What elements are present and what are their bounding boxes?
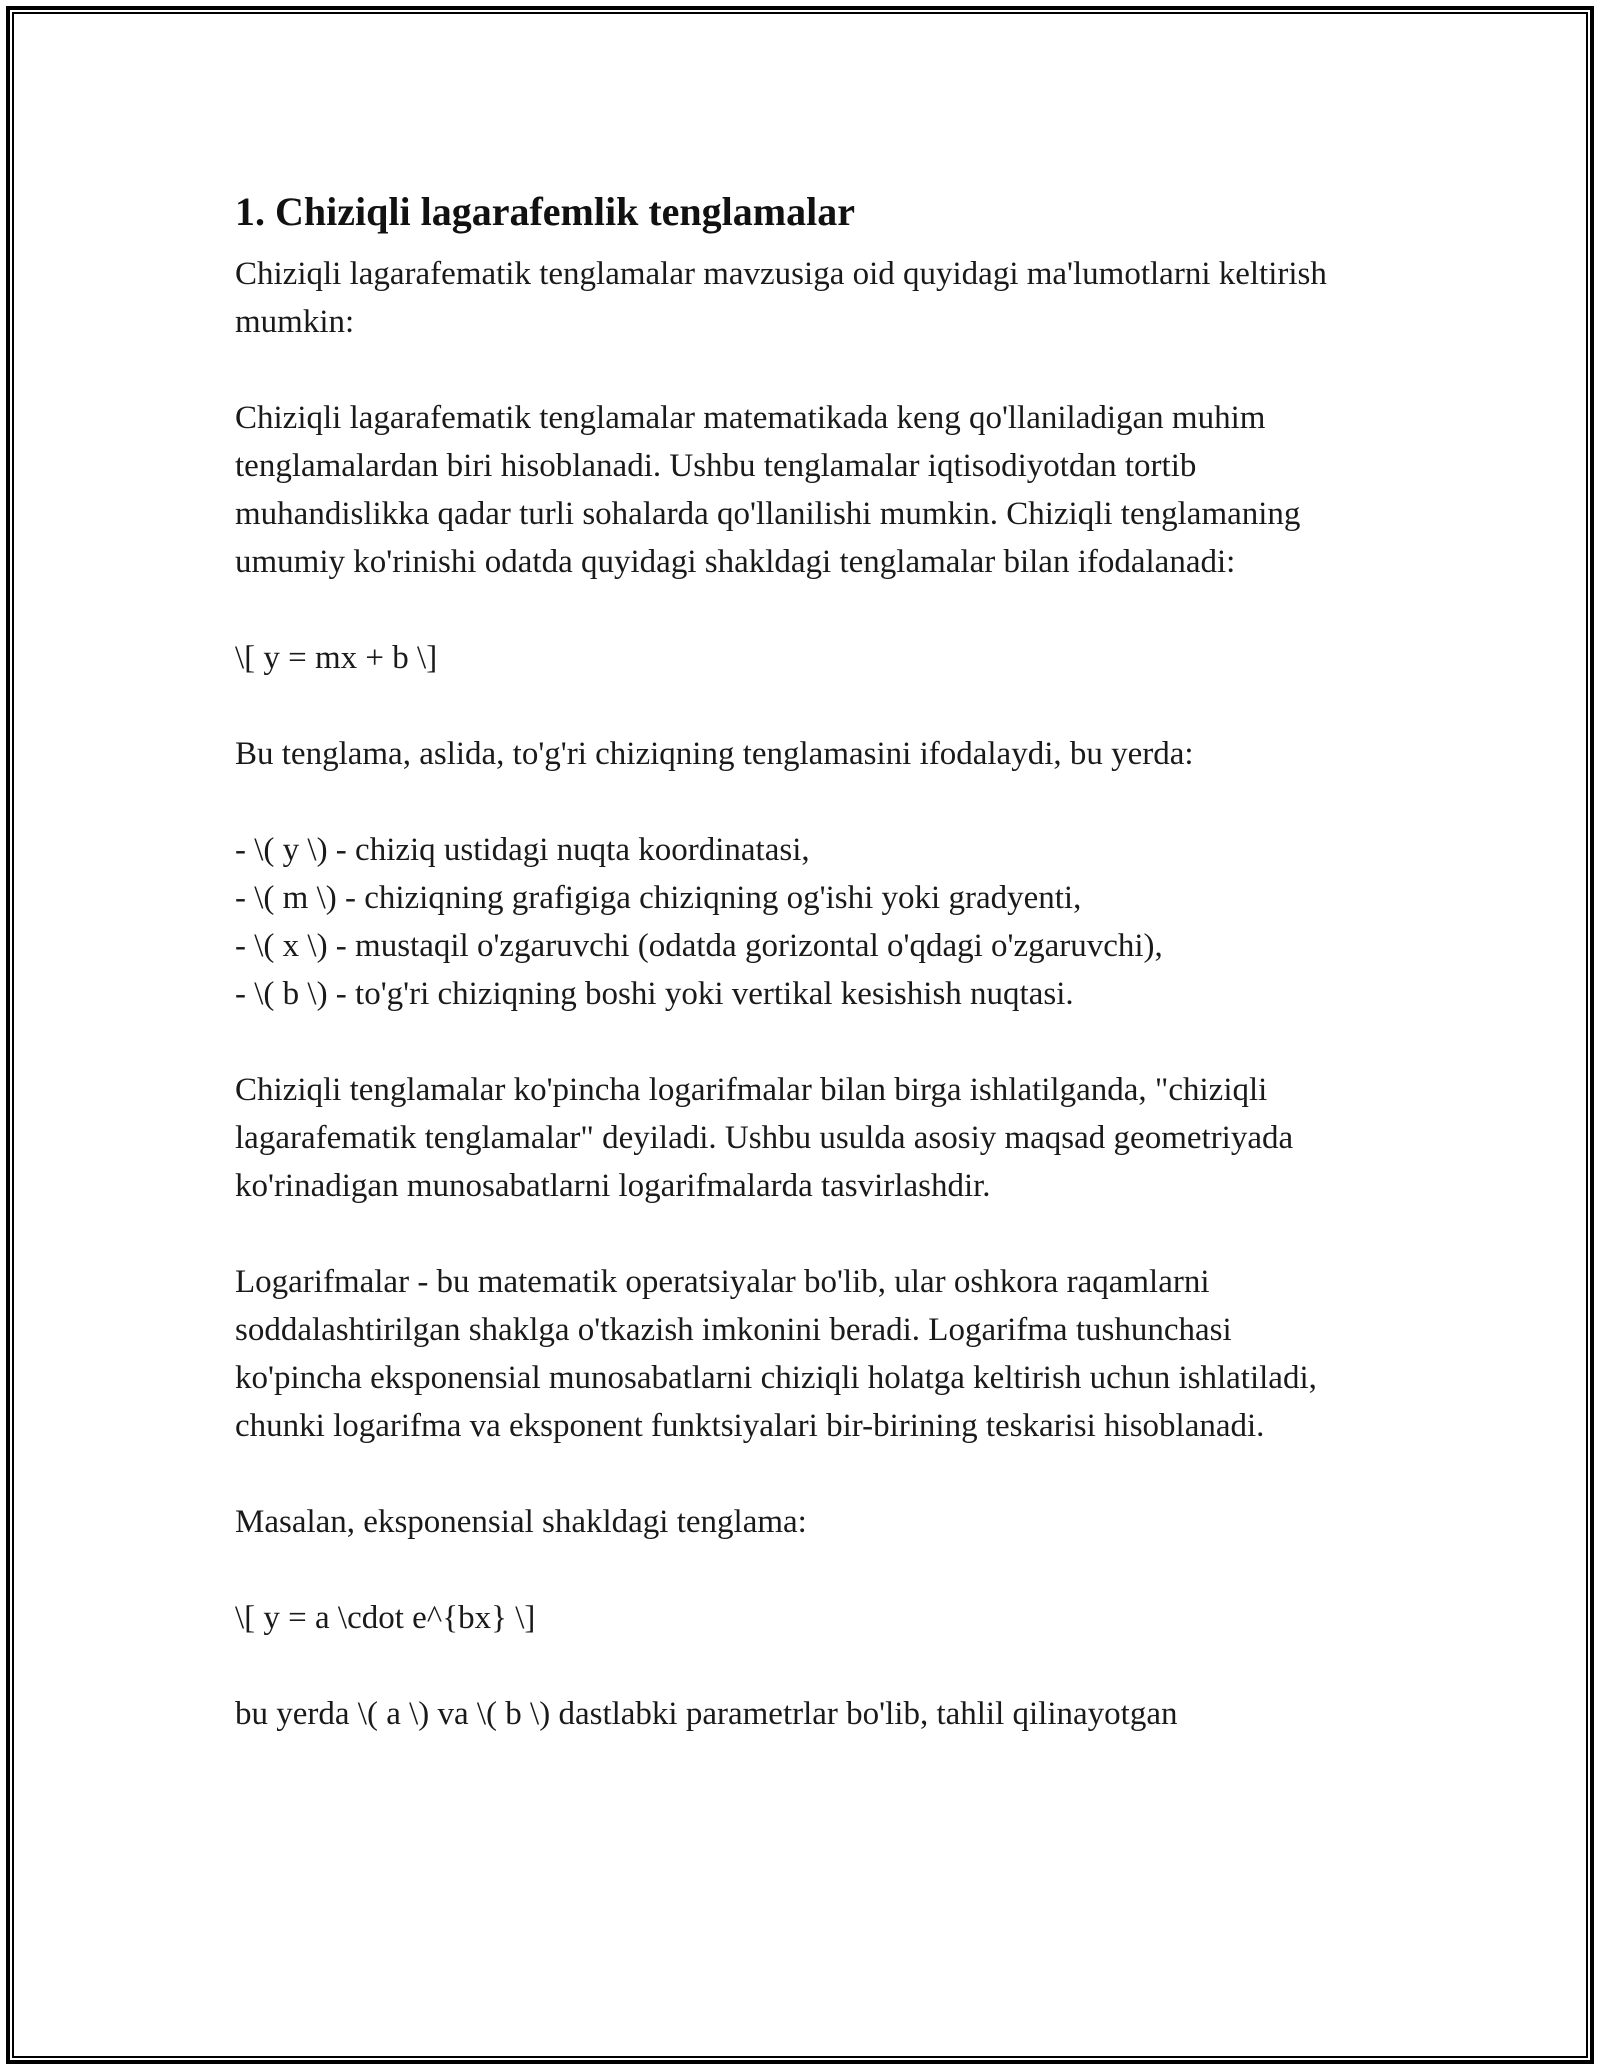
variable-list	[235, 826, 1365, 1018]
section-heading: 1. Chiziqli lagarafemlik tenglamalar	[235, 189, 855, 234]
formula-explanation: Bu tenglama, aslida, to'g'ri chiziqning tenglamasini ifodalaydi, bu yerda:	[235, 736, 1194, 772]
linear-formula: \[ y = mx + b \]	[235, 640, 438, 676]
logarithm-usage-paragraph: Chiziqli tenglamalar ko'pincha logarifmalar bilan birga ishlatilganda, "chiziqli lagarafematik tenglamalar" deyiladi. Ushbu usulda asosiy maqsad geometriyada ko'rinadigan munosabatlarni logarifmalarda tasvirlashdir.	[235, 1072, 1294, 1204]
list-item: - \( x \) - mustaqil o'zgaruvchi (odatda gorizontal o'qdagi o'zgaruvchi),	[235, 928, 1163, 964]
document-body	[235, 186, 1365, 1738]
parameters-paragraph: bu yerda \( a \) va \( b \) dastlabki parametrlar bo'lib, tahlil qilinayotgan	[235, 1696, 1178, 1732]
logarithm-definition-paragraph: Logarifmalar - bu matematik operatsiyalar bo'lib, ular oshkora raqamlarni soddalashtirilgan shaklga o'tkazish imkonini beradi. Logarifma tushunchasi ko'pincha eksponensial munosabatlarni chiziqli holatga keltirish uchun ishlatiladi, chunki logarifma va eksponent funktsiyalari bir-birining teskarisi hisoblanadi.	[235, 1264, 1317, 1444]
intro-paragraph: Chiziqli lagarafematik tenglamalar mavzusiga oid quyidagi ma'lumotlarni keltirish mumkin:	[235, 256, 1327, 340]
list-item: - \( b \) - to'g'ri chiziqning boshi yoki vertikal kesishish nuqtasi.	[235, 976, 1074, 1012]
definition-paragraph: Chiziqli lagarafematik tenglamalar matematikada keng qo'llaniladigan muhim tenglamalardan biri hisoblanadi. Ushbu tenglamalar iqtisodiyotdan tortib muhandislikka qadar turli sohalarda qo'llanilishi mumkin. Chiziqli tenglamaning umumiy ko'rinishi odatda quyidagi shakldagi tenglamalar bilan ifodalanadi:	[235, 400, 1301, 580]
list-item: - \( y \) - chiziq ustidagi nuqta koordinatasi,	[235, 832, 810, 868]
exponential-formula: \[ y = a \cdot e^{bx} \]	[235, 1600, 536, 1636]
list-item: - \( m \) - chiziqning grafigiga chiziqning og'ishi yoki gradyenti,	[235, 880, 1082, 916]
example-intro-paragraph: Masalan, eksponensial shakldagi tenglama:	[235, 1504, 807, 1540]
